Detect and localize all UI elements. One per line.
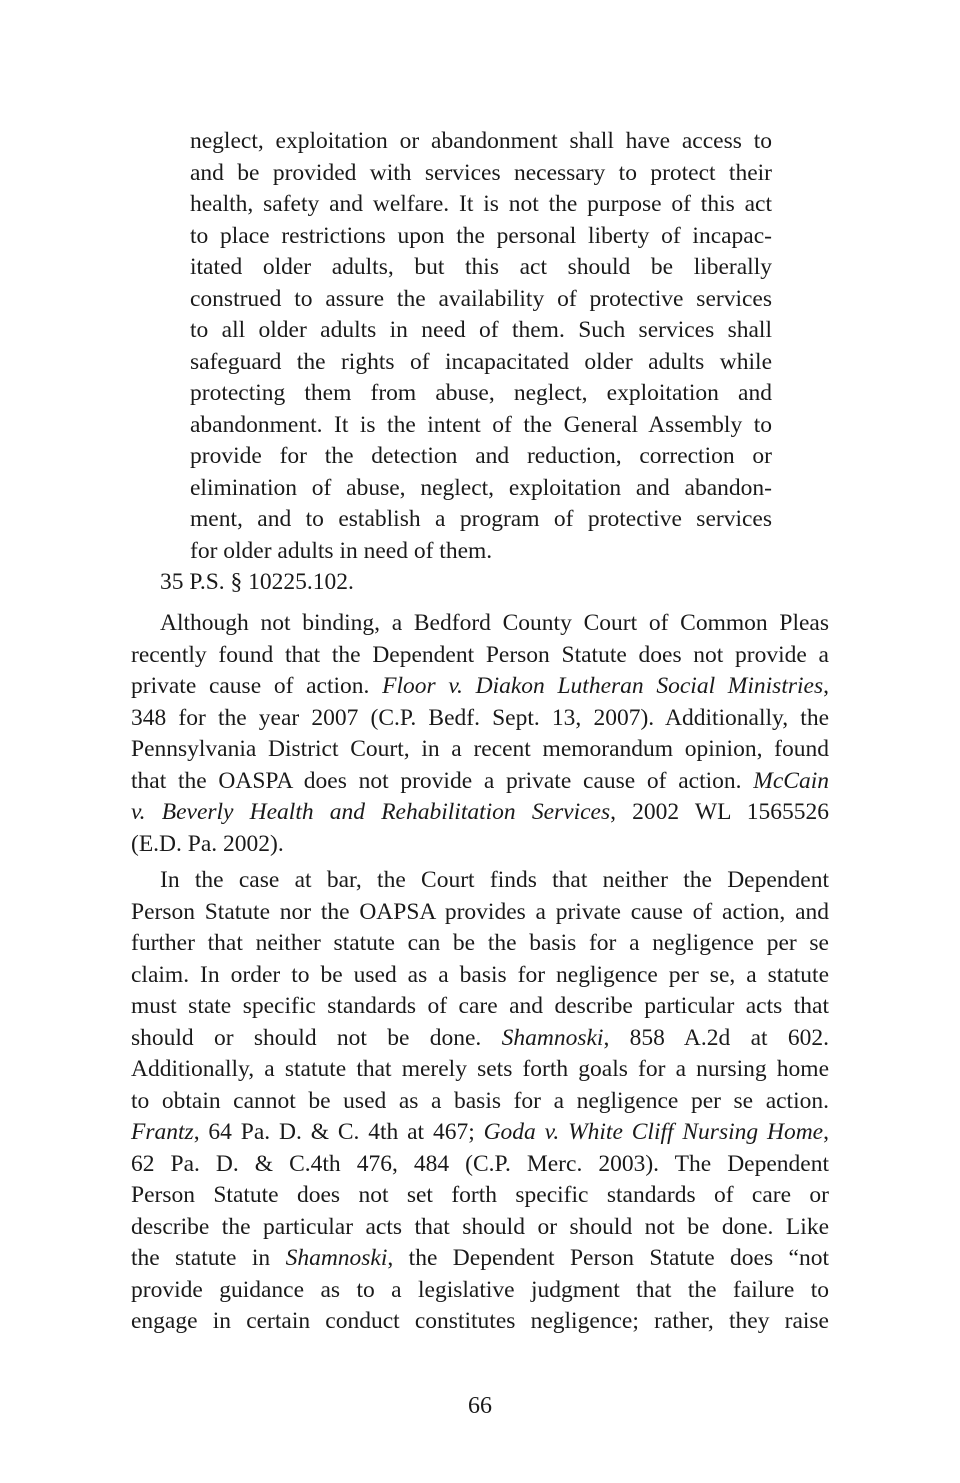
text-line <box>131 1117 829 1149</box>
quote-line: protecting them from abuse, neglect, exploitation and <box>190 380 772 406</box>
text-run: should or should not be done. <box>131 1024 502 1051</box>
text-line: describe the particular acts that should or should not be done. Like <box>131 1213 829 1240</box>
text-run: , 858 A.2d at 602. <box>603 1024 829 1051</box>
text-line <box>131 1023 829 1055</box>
text-run: , <box>823 673 829 699</box>
text-line: 62 Pa. D. & C.4th 476, 484 (C.P. Merc. 2003). The Dependent <box>131 1150 829 1177</box>
case-name: Shamnoski <box>501 1024 604 1051</box>
quote-line: to all older adults in need of them. Such services shall <box>190 317 772 343</box>
text-line <box>131 797 829 829</box>
quote-line: neglect, exploitation or abandonment shall have access to <box>190 128 772 154</box>
text-line: claim. In order to be used as a basis for negligence per se, a statute <box>131 961 829 988</box>
case-name: Floor v. Diakon Lutheran Social Ministries <box>382 673 824 699</box>
text-line: further that neither statute can be the basis for a negligence per se <box>131 930 829 956</box>
text-line: Although not binding, a Bedford County Court of Common Pleas <box>160 610 829 636</box>
quote-line: and be provided with services necessary to protect their <box>190 159 772 186</box>
text-line: provide guidance as to a legislative judgment that the failure to <box>131 1276 829 1303</box>
text-line <box>131 1243 829 1275</box>
quote-line: to place restrictions upon the personal liberty of incapac- <box>190 222 772 249</box>
text-line: Additionally, a statute that merely sets forth goals for a nursing home <box>131 1056 829 1082</box>
case-name: Shamnoski <box>285 1245 388 1271</box>
case-name: Frantz <box>131 1119 194 1145</box>
quote-line: for older adults in need of them. <box>190 537 493 564</box>
text-run: , 64 Pa. D. & C. 4th at 467; <box>193 1119 484 1145</box>
quote-line: construed to assure the availability of protective services <box>190 285 772 312</box>
text-line: engage in certain conduct constitutes negligence; rather, they raise <box>131 1308 829 1334</box>
quote-line: provide for the detection and reduction, correction or <box>190 443 772 469</box>
text-line: Person Statute nor the OAPSA provides a private cause of action, and <box>131 898 829 925</box>
text-line: Pennsylvania District Court, in a recent memorandum opinion, found <box>131 736 829 762</box>
quote-line: health, safety and welfare. It is not the purpose of this act <box>190 191 772 217</box>
text-line: to obtain cannot be used as a basis for a negligence per se action. <box>131 1087 829 1114</box>
text-run: the statute in <box>131 1245 286 1271</box>
text-run: , <box>823 1119 829 1145</box>
quote-line: itated older adults, but this act should be liberally <box>190 254 772 280</box>
case-name: v. Beverly Health and Rehabilitation Services <box>131 799 611 825</box>
text-line: 348 for the year 2007 (C.P. Bedf. Sept. 13, 2007). Additionally, the <box>131 704 829 731</box>
quote-line: safeguard the rights of incapacitated older adults while <box>190 348 772 375</box>
text-line: recently found that the Dependent Person Statute does not provide a <box>131 641 829 668</box>
text-line <box>131 671 829 703</box>
text-line: In the case at bar, the Court finds that neither the Dependent <box>160 867 829 893</box>
text-line: Person Statute does not set forth specific standards of care or <box>131 1182 829 1208</box>
text-line: (E.D. Pa. 2002). <box>131 830 284 857</box>
case-name: Goda v. White Cliff Nursing Home <box>483 1119 824 1145</box>
text-line: must state specific standards of care and describe particular acts that <box>131 993 829 1019</box>
text-run: private cause of action. <box>131 673 383 699</box>
text-run: that the OASPA does not provide a private cause of action. <box>131 767 754 794</box>
quote-line: elimination of abuse, neglect, exploitation and abandon- <box>190 474 772 501</box>
text-run: , 2002 WL 1565526 <box>610 799 829 825</box>
statute-citation: 35 P.S. § 10225.102. <box>160 569 354 595</box>
quote-line: ment, and to establish a program of protective services <box>190 506 772 532</box>
text-run: , the Dependent Person Statute does “not <box>387 1245 829 1271</box>
case-name: McCain <box>753 767 829 794</box>
text-line <box>131 766 829 798</box>
quote-line: abandonment. It is the intent of the General Assembly to <box>190 411 772 438</box>
page-number: 66 <box>468 1393 492 1419</box>
